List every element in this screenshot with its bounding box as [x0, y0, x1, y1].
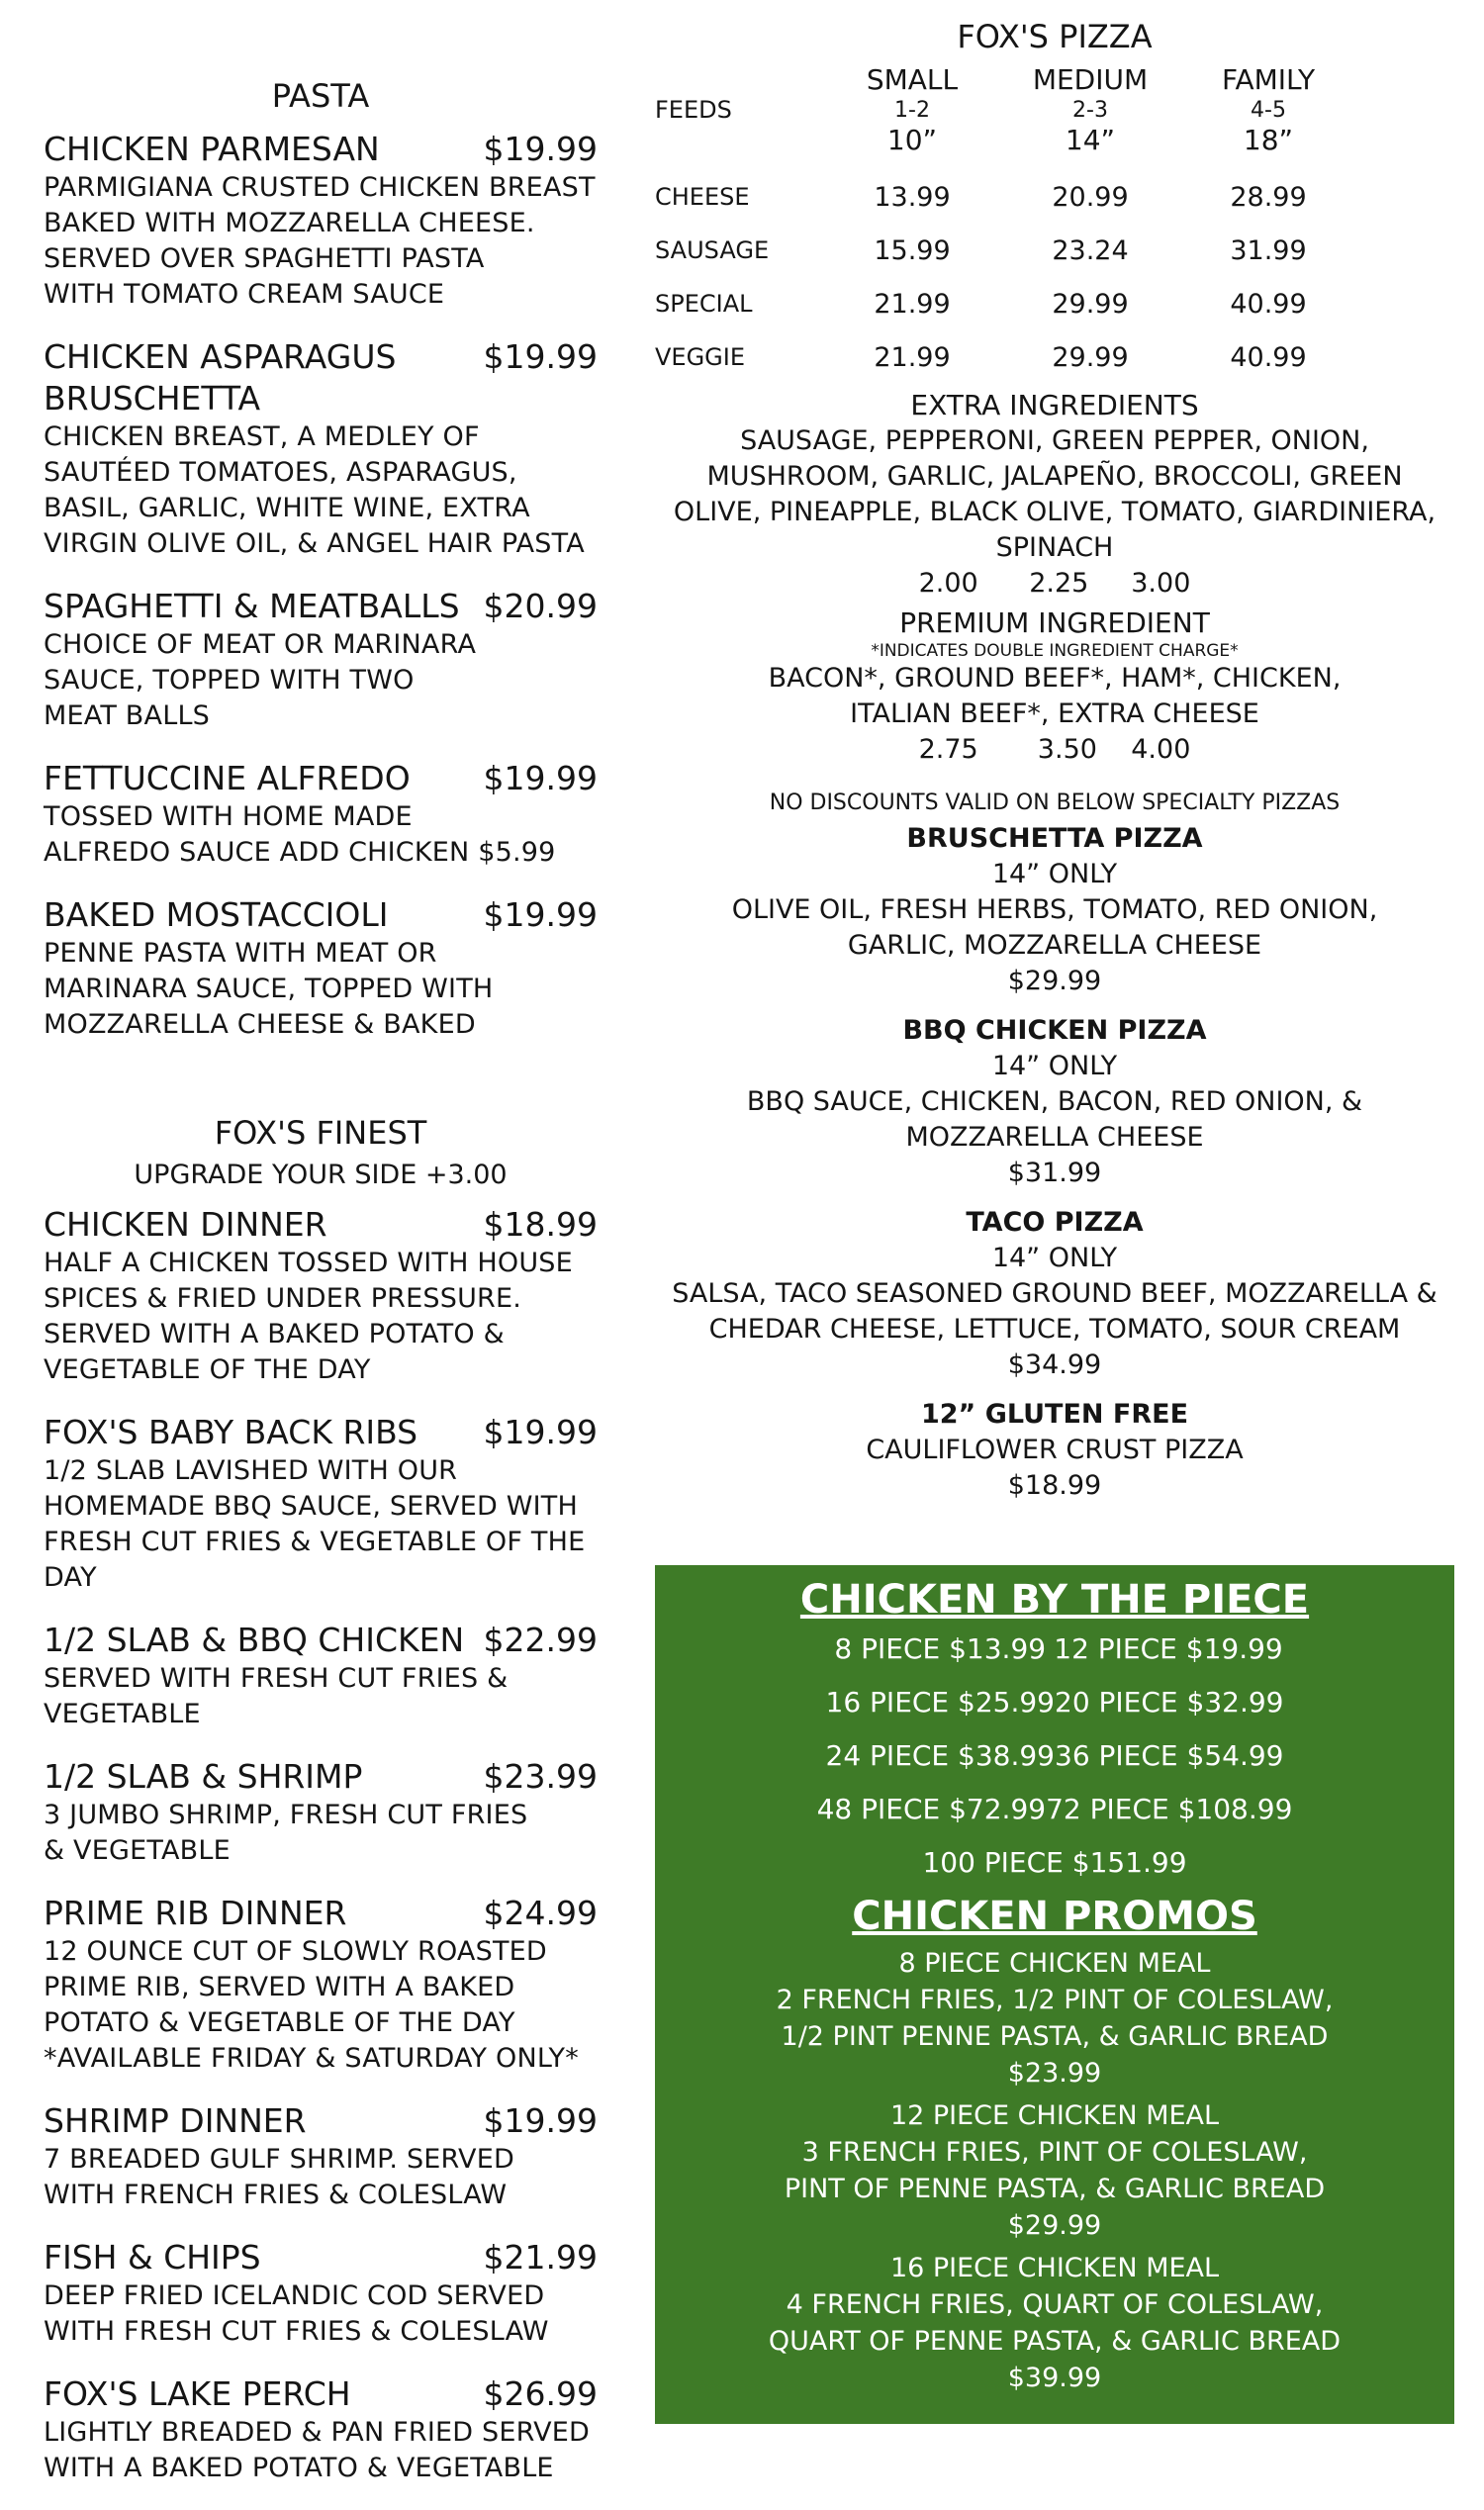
menu-item-name: CHICKEN ASPARAGUS — [44, 337, 397, 376]
menu-item-description: LIGHTLY BREADED & PAN FRIED SERVED — [44, 2417, 591, 2448]
menu-item-name-wrap — [44, 1620, 464, 1661]
menu-item-description: & VEGETABLE — [44, 1835, 231, 1866]
size-small: SMALL — [866, 63, 959, 96]
menu-item-header — [44, 1756, 598, 1798]
chicken-piece-row — [655, 1676, 1454, 1729]
menu-item-name: SPAGHETTI & MEATBALLS — [44, 587, 460, 625]
pizza-price: 29.99 — [1052, 288, 1129, 320]
pizza-price: 23.24 — [1052, 234, 1129, 266]
menu-item — [44, 1893, 598, 2077]
menu-item-price: $22.99 — [483, 1621, 598, 1659]
specialty-name: 12” GLUTEN FREE — [920, 1399, 1189, 1430]
chicken-piece-row — [655, 1783, 1454, 1836]
menu-item-header — [44, 2100, 598, 2142]
menu-item-header — [44, 129, 598, 170]
menu-item — [44, 1412, 598, 1596]
menu-item-description: ALFREDO SAUCE ADD CHICKEN $5.99 — [44, 837, 556, 868]
promo-price: $23.99 — [1007, 2058, 1102, 2089]
pizza-size-row — [655, 63, 1454, 96]
menu-item-description: SAUCE, TOPPED WITH TWO — [44, 665, 415, 696]
finest-title: FOX'S FINEST — [214, 1114, 427, 1152]
menu-item-description: VIRGIN OLIVE OIL, & ANGEL HAIR PASTA — [44, 528, 585, 559]
specialty-list — [655, 821, 1454, 1504]
menu-item-header — [44, 586, 598, 627]
feeds-small: 1-2 — [894, 97, 930, 123]
size-family: FAMILY — [1221, 63, 1316, 96]
chicken-piece-price: 100 PIECE $151.99 — [922, 1846, 1187, 1879]
menu-item-price: $19.99 — [483, 2101, 598, 2140]
menu-item-name-wrap — [44, 1893, 346, 1934]
extra-lines — [655, 423, 1454, 566]
pizza-name: CHEESE — [655, 183, 750, 211]
menu-item-description: *AVAILABLE FRIDAY & SATURDAY ONLY* — [44, 2043, 579, 2074]
menu-item-description: PENNE PASTA WITH MEAT OR — [44, 938, 437, 969]
premium-note: *INDICATES DOUBLE INGREDIENT CHARGE* — [871, 641, 1239, 661]
menu-item — [44, 758, 598, 871]
promo-name: 12 PIECE CHICKEN MEAL — [889, 2100, 1220, 2131]
menu-item-name-wrap — [44, 894, 389, 936]
menu-item-description: MARINARA SAUCE, TOPPED WITH — [44, 974, 494, 1004]
promos-title: CHICKEN PROMOS — [852, 1894, 1257, 1939]
chicken-promo — [655, 2097, 1454, 2244]
menu-item-header — [44, 1412, 598, 1453]
menu-item-name: 1/2 SLAB & BBQ CHICKEN — [44, 1621, 465, 1659]
menu-item-description: SERVED WITH A BAKED POTATO & — [44, 1319, 505, 1349]
chicken-piece-price: 20 PIECE $32.99 — [1055, 1686, 1284, 1719]
feeds-medium: 2-3 — [1072, 97, 1108, 123]
menu-item-header — [44, 2237, 598, 2278]
pizza-row — [655, 170, 1454, 224]
menu-item-header — [44, 1893, 598, 1934]
menu-item — [44, 2373, 598, 2486]
promo-list — [655, 1945, 1454, 2396]
menu-item-description: 7 BREADED GULF SHRIMP. SERVED — [44, 2144, 514, 2175]
menu-item-name: CHICKEN PARMESAN — [44, 130, 380, 168]
menu-item-price: $26.99 — [483, 2374, 598, 2413]
chicken-promo — [655, 1945, 1454, 2092]
menu-item-name-wrap — [44, 2373, 351, 2415]
menu-item-name: FOX'S BABY BACK RIBS — [44, 1413, 418, 1451]
feeds-label: FEEDS — [655, 96, 732, 124]
pizza-row — [655, 330, 1454, 384]
inches-small: 10” — [886, 124, 938, 156]
menu-item-name-wrap — [44, 129, 380, 170]
menu-item-name: SHRIMP DINNER — [44, 2101, 307, 2140]
menu-item — [44, 586, 598, 734]
premium-ingredients — [655, 605, 1454, 768]
specialty-description: SALSA, TACO SEASONED GROUND BEEF, MOZZARELLA & — [672, 1278, 1438, 1309]
premium-ingredient-line: BACON*, GROUND BEEF*, HAM*, CHICKEN, — [768, 663, 1342, 694]
pizza-rows — [655, 170, 1454, 384]
specialty-pizza — [655, 1013, 1454, 1191]
chicken-piece-price: 72 PIECE $108.99 — [1046, 1793, 1293, 1825]
specialty-section — [655, 786, 1454, 1504]
menu-item-description: TOSSED WITH HOME MADE — [44, 801, 413, 832]
specialty-pizza — [655, 1397, 1454, 1504]
chicken-piece-row — [655, 1623, 1454, 1676]
menu-item-name: FISH & CHIPS — [44, 2238, 261, 2277]
pizza-price: 40.99 — [1230, 288, 1307, 320]
menu-item-description: VEGETABLE OF THE DAY — [44, 1354, 371, 1385]
finest-subtitle: UPGRADE YOUR SIDE +3.00 — [134, 1160, 508, 1190]
menu-item-price: $19.99 — [483, 895, 598, 934]
menu-item-description: WITH FRENCH FRIES & COLESLAW — [44, 2180, 508, 2210]
menu-item-header — [44, 1620, 598, 1661]
inches-family: 18” — [1243, 124, 1294, 156]
specialty-size: 14” ONLY — [991, 1243, 1118, 1273]
menu-item-description: DEEP FRIED ICELANDIC COD SERVED — [44, 2280, 545, 2311]
extra-prices: 2.00 2.25 3.00 — [918, 568, 1191, 599]
menu-item-name: 1/2 SLAB & SHRIMP — [44, 1757, 363, 1796]
menu-item-name-wrap — [44, 1204, 327, 1246]
pizza-price: 21.99 — [874, 341, 951, 373]
menu-item-name: PRIME RIB DINNER — [44, 1894, 347, 1932]
menu-item-price: $21.99 — [483, 2238, 598, 2277]
chicken-piece-row — [655, 1836, 1454, 1890]
chicken-piece-price: 12 PIECE $19.99 — [1054, 1632, 1283, 1665]
pizza-price: 13.99 — [874, 181, 951, 213]
chicken-box — [655, 1565, 1454, 2424]
chicken-piece-list — [655, 1623, 1454, 1890]
menu-item-name-wrap — [44, 2237, 261, 2278]
menu-item-name-wrap — [44, 758, 411, 799]
specialty-description: CAULIFLOWER CRUST PIZZA — [866, 1435, 1244, 1465]
menu-item-header — [44, 894, 598, 936]
promo-name: 16 PIECE CHICKEN MEAL — [889, 2253, 1220, 2283]
menu-item-name-line2: BRUSCHETTA — [44, 379, 261, 418]
chicken-title: CHICKEN BY THE PIECE — [799, 1577, 1310, 1623]
specialty-price: $29.99 — [1007, 966, 1102, 996]
menu-item — [44, 1756, 598, 1869]
promo-description: QUART OF PENNE PASTA, & GARLIC BREAD — [768, 2326, 1342, 2357]
menu-item — [44, 2237, 598, 2350]
extra-ingredient-line: SPINACH — [995, 532, 1114, 563]
pizza-price: 20.99 — [1052, 181, 1129, 213]
chicken-piece-price: 16 PIECE $25.99 — [825, 1686, 1055, 1719]
chicken-piece-price: 8 PIECE $13.99 — [834, 1632, 1047, 1665]
specialty-description: BBQ SAUCE, CHICKEN, BACON, RED ONION, & — [746, 1086, 1363, 1117]
menu-item-description: CHOICE OF MEAT OR MARINARA — [44, 629, 477, 660]
extra-title: EXTRA INGREDIENTS — [910, 389, 1199, 421]
menu-item-price: $19.99 — [483, 1413, 598, 1451]
pizza-row — [655, 277, 1454, 330]
menu-item-description: POTATO & VEGETABLE OF THE DAY — [44, 2007, 515, 2038]
pizza-price-table — [655, 63, 1454, 384]
specialty-size: 14” ONLY — [991, 859, 1118, 889]
specialty-price: $34.99 — [1007, 1349, 1102, 1380]
right-column — [655, 0, 1454, 1518]
menu-item-name: FOX'S LAKE PERCH — [44, 2374, 351, 2413]
menu-item — [44, 336, 598, 562]
pizza-title: FOX'S PIZZA — [957, 18, 1153, 55]
promo-description: 2 FRENCH FRIES, 1/2 PINT OF COLESLAW, — [776, 1985, 1334, 2015]
specialty-name: BBQ CHICKEN PIZZA — [902, 1015, 1207, 1046]
menu-item-description: HALF A CHICKEN TOSSED WITH HOUSE — [44, 1248, 573, 1278]
pasta-list — [44, 129, 598, 1043]
menu-item-name-wrap — [44, 336, 396, 378]
menu-item-description: SPICES & FRIED UNDER PRESSURE. — [44, 1283, 522, 1314]
premium-prices: 2.75 3.50 4.00 — [918, 734, 1191, 765]
promo-name: 8 PIECE CHICKEN MEAL — [898, 1948, 1211, 1979]
menu-item-name: CHICKEN DINNER — [44, 1205, 327, 1244]
specialty-pizza — [655, 1205, 1454, 1383]
menu-item-header — [44, 758, 598, 799]
menu-item-price: $20.99 — [483, 587, 598, 625]
promo-description: 4 FRENCH FRIES, QUART OF COLESLAW, — [786, 2289, 1324, 2320]
promo-description: 3 FRENCH FRIES, PINT OF COLESLAW, — [801, 2137, 1308, 2168]
pasta-title: PASTA — [271, 77, 370, 115]
menu-item — [44, 2100, 598, 2213]
menu-item-description: PARMIGIANA CRUSTED CHICKEN BREAST — [44, 172, 596, 203]
menu-item-price: $24.99 — [483, 1894, 598, 1932]
pizza-inches-row — [655, 124, 1454, 156]
chicken-piece-row — [655, 1729, 1454, 1783]
left-column — [44, 69, 598, 2510]
menu-item-description: CHICKEN BREAST, A MEDLEY OF — [44, 421, 480, 452]
promo-description: 1/2 PINT PENNE PASTA, & GARLIC BREAD — [781, 2021, 1329, 2052]
menu-item-name-wrap — [44, 1756, 362, 1798]
menu-item-description: 12 OUNCE CUT OF SLOWLY ROASTED — [44, 1936, 547, 1967]
menu-item-description: MOZZARELLA CHEESE & BAKED — [44, 1009, 476, 1040]
menu-item-header — [44, 336, 598, 378]
chicken-piece-price: 24 PIECE $38.99 — [825, 1739, 1055, 1772]
menu-item-header — [44, 1204, 598, 1246]
menu-item-description: BASIL, GARLIC, WHITE WINE, EXTRA — [44, 493, 530, 523]
pizza-name: VEGGIE — [655, 343, 746, 371]
menu-item — [44, 894, 598, 1043]
menu-item-description: SERVED OVER SPAGHETTI PASTA — [44, 243, 485, 274]
menu-item-name-wrap — [44, 1412, 417, 1453]
menu-item-description: 1/2 SLAB LAVISHED WITH OUR — [44, 1455, 458, 1486]
finest-list — [44, 1204, 598, 2486]
specialty-pizza — [655, 821, 1454, 999]
pizza-price: 21.99 — [874, 288, 951, 320]
menu-item-price: $19.99 — [483, 130, 598, 168]
no-discounts-note: NO DISCOUNTS VALID ON BELOW SPECIALTY PIZZAS — [769, 790, 1341, 815]
specialty-price: $18.99 — [1007, 1470, 1102, 1501]
menu-item-description: PRIME RIB, SERVED WITH A BAKED — [44, 1972, 515, 2002]
menu-item — [44, 1620, 598, 1732]
extra-ingredients — [655, 388, 1454, 602]
chicken-promo — [655, 2250, 1454, 2396]
menu-item — [44, 1204, 598, 1388]
specialty-description: CHEDAR CHEESE, LETTUCE, TOMATO, SOUR CREAM — [708, 1314, 1401, 1345]
premium-lines — [655, 661, 1454, 732]
specialty-size: 14” ONLY — [991, 1051, 1118, 1081]
pizza-feeds-row — [655, 96, 1454, 124]
extra-ingredient-line: SAUSAGE, PEPPERONI, GREEN PEPPER, ONION, — [740, 425, 1369, 456]
specialty-price: $31.99 — [1007, 1158, 1102, 1188]
chicken-piece-price: 48 PIECE $72.99 — [816, 1793, 1047, 1825]
inches-medium: 14” — [1065, 124, 1116, 156]
specialty-description: GARLIC, MOZZARELLA CHEESE — [847, 930, 1262, 961]
menu-item-description: WITH A BAKED POTATO & VEGETABLE — [44, 2453, 554, 2483]
menu-item-description: SERVED WITH FRESH CUT FRIES & — [44, 1663, 509, 1694]
menu-item-price: $19.99 — [483, 337, 598, 376]
menu-item-name: BAKED MOSTACCIOLI — [44, 895, 389, 934]
menu-item-description: BAKED WITH MOZZARELLA CHEESE. — [44, 208, 535, 238]
menu-item-description: WITH FRESH CUT FRIES & COLESLAW — [44, 2316, 549, 2347]
menu-item-description: DAY — [44, 1562, 97, 1593]
menu-item-price: $23.99 — [483, 1757, 598, 1796]
premium-ingredient-line: ITALIAN BEEF*, EXTRA CHEESE — [850, 698, 1259, 729]
feeds-family: 4-5 — [1251, 97, 1286, 123]
menu-item-name: FETTUCCINE ALFREDO — [44, 759, 411, 797]
extra-ingredient-line: OLIVE, PINEAPPLE, BLACK OLIVE, TOMATO, GIARDINIERA, — [673, 497, 1437, 527]
specialty-name: BRUSCHETTA PIZZA — [906, 823, 1203, 854]
menu-item-price: $18.99 — [483, 1205, 598, 1244]
menu-item — [44, 129, 598, 313]
menu-item-description: FRESH CUT FRIES & VEGETABLE OF THE — [44, 1527, 586, 1557]
specialty-description: MOZZARELLA CHEESE — [905, 1122, 1204, 1153]
pizza-name: SPECIAL — [655, 290, 753, 318]
menu-item-description: HOMEMADE BBQ SAUCE, SERVED WITH — [44, 1491, 578, 1522]
promo-price: $39.99 — [1007, 2363, 1102, 2393]
pizza-row — [655, 224, 1454, 277]
pizza-price: 28.99 — [1230, 181, 1307, 213]
menu-item-header — [44, 2373, 598, 2415]
pizza-price: 31.99 — [1230, 234, 1307, 266]
menu-item-description: VEGETABLE — [44, 1699, 201, 1729]
premium-title: PREMIUM INGREDIENT — [899, 606, 1210, 639]
pizza-price: 29.99 — [1052, 341, 1129, 373]
menu-item-description: MEAT BALLS — [44, 700, 211, 731]
chicken-piece-price: 36 PIECE $54.99 — [1055, 1739, 1284, 1772]
promo-price: $29.99 — [1007, 2210, 1102, 2241]
menu-item-description: 3 JUMBO SHRIMP, FRESH CUT FRIES — [44, 1800, 528, 1830]
menu-item-price: $19.99 — [483, 759, 598, 797]
pizza-price: 15.99 — [874, 234, 951, 266]
specialty-name: TACO PIZZA — [966, 1207, 1144, 1238]
size-medium: MEDIUM — [1032, 63, 1149, 96]
menu-item-name-wrap — [44, 586, 460, 627]
pizza-name: SAUSAGE — [655, 236, 770, 264]
pizza-price: 40.99 — [1230, 341, 1307, 373]
extra-ingredient-line: MUSHROOM, GARLIC, JALAPEÑO, BROCCOLI, GREEN — [706, 461, 1403, 492]
specialty-description: OLIVE OIL, FRESH HERBS, TOMATO, RED ONION, — [731, 894, 1378, 925]
menu-item-name-wrap — [44, 2100, 307, 2142]
menu-item-description: SAUTÉED TOMATOES, ASPARAGUS, — [44, 457, 517, 488]
menu-item-description: WITH TOMATO CREAM SAUCE — [44, 279, 445, 310]
promo-description: PINT OF PENNE PASTA, & GARLIC BREAD — [784, 2174, 1326, 2204]
